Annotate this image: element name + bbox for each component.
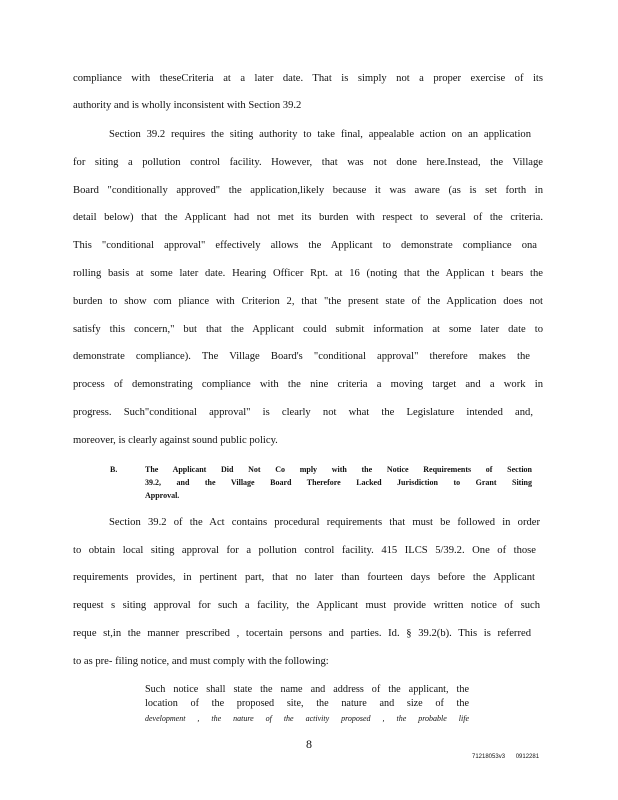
block-quote-line: development , the nature of the activity proposed , the probable life [145,714,469,723]
section-heading-line: Approval. [145,491,180,500]
section-heading-line: The Applicant Did Not Co mply with the Notice Requirements of Section [145,465,532,474]
page-number: 8 [306,737,312,751]
body-line: Section 39.2 of the Act contains procedural requirements that must be followed in order [109,517,540,528]
body-line: demonstrate compliance). The Village Board's "conditional approval" therefore makes the [73,351,530,362]
body-line: requirements provides, in pertinent part, that no later than fourteen days before the Applicant [73,572,535,583]
block-quote-line: Such notice shall state the name and address of the applicant, the [145,684,469,695]
body-line: to obtain local siting approval for a pollution control facility. 415 ILCS 5/39.2. One of those [73,545,536,556]
body-line: rolling basis at some later date. Hearing Officer Rpt. at 16 (noting that the Applican t bears the [73,268,543,279]
body-line: for siting a pollution control facility. However, that was not done here.Instead, the Village [73,157,543,168]
body-line: satisfy this concern," but that the Applicant could submit information at some later date to [73,324,543,335]
section-heading-line: 39.2, and the Village Board Therefore Lacked Jurisdiction to Grant Siting [145,478,532,487]
body-line: burden to show com pliance with Criterion 2, that "the present state of the Application does not [73,296,543,307]
body-line: detail below) that the Applicant had not met its burden with respect to several of the criteria. [73,212,543,223]
body-line: to as pre- filing notice, and must comply with the following: [73,656,329,667]
body-line: Section 39.2 requires the siting authority to take final, appealable action on an application [109,129,531,140]
body-line: compliance with theseCriteria at a later date. That is simply not a proper exercise of its [73,73,543,84]
body-line: Board "conditionally approved" the application,likely because it was aware (as is set forth in [73,185,543,196]
body-line: progress. Such"conditional approval" is clearly not what the Legislature intended and, [73,407,533,418]
body-line: reque st,in the manner prescribed , tocertain persons and parties. Id. § 39.2(b). This is referred [73,628,531,639]
body-line: This "conditional approval" effectively allows the Applicant to demonstrate compliance ona [73,240,537,251]
section-heading-letter: B. [110,465,118,474]
body-line: request s siting approval for such a facility, the Applicant must provide written notice of such [73,600,540,611]
block-quote-line: location of the proposed site, the nature and size of the [145,698,469,709]
body-line: moreover, is clearly against sound public policy. [73,435,278,446]
body-line: process of demonstrating compliance with the nine criteria a moving target and a work in [73,379,543,390]
document-id: 71218053v3 0912281 [472,754,540,760]
body-line: authority and is wholly inconsistent with Section 39.2 [73,100,302,111]
